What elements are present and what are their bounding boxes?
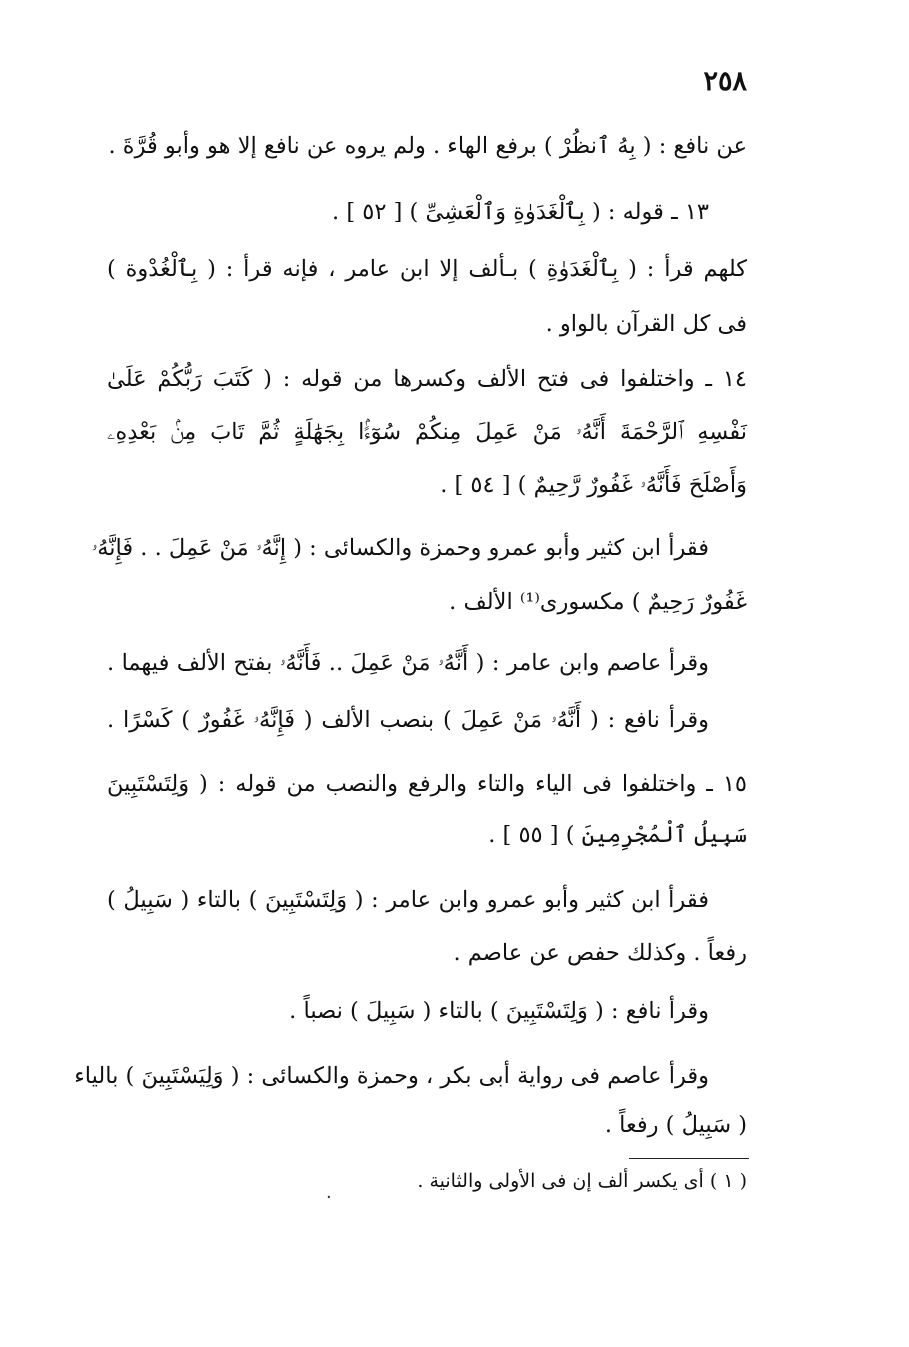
text-line: وَأَصْلَحَ فَأَنَّهُۥ غَفُورٌ رَّحِيمٌ ) [ ٥٤ ] . — [440, 472, 747, 498]
footnote: ( ١ ) أى يكسر ألف إن فى الأولى والثانية . — [417, 1170, 747, 1192]
text-line: وقرأ عاصم وابن عامر : ( أَنَّهُۥ مَنْ عَمِلَ .. فَأَنَّهُۥ بفتح الألف فيهما . — [107, 650, 709, 676]
text-line: غَفُورٌ رَحِيمٌ ) مكسورى⁽¹⁾ الألف . — [449, 589, 747, 615]
text-line: كلهم قرأ : ( بِٱلْغَدَوٰةِ ) بـألف إلا ابن عامر ، فإنه قرأ : ( بِٱلْغُدْوة ) — [107, 256, 747, 282]
page-number: ٢٥٨ — [703, 66, 747, 97]
text-line: وقرأ نافع : ( أَنَّهُۥ مَنْ عَمِلَ ) بنصب الألف ( فَإِنَّهُۥ غَفُورٌ ) كَسْرًا . — [107, 707, 709, 733]
text-line: فقرأ ابن كثير وأبو عمرو وابن عامر : ( وَلِتَسْتَبِينَ ) بالتاء ( سَبِيلُ ) — [107, 887, 709, 913]
text-line: ١٥ ـ واختلفوا فى الياء والتاء والرفع والنصب من قوله : ( وَلِتَسْتَبِينَ — [107, 771, 747, 797]
text-line: وقرأ نافع : ( وَلِتَسْتَبِينَ ) بالتاء ( سَبِيلَ ) نصباً . — [289, 998, 709, 1024]
text-line: نَفْسِهِ ٱلرَّحْمَةَ أَنَّهُۥ مَنْ عَمِلَ مِنكُمْ سُوٓءًۢا بِجَهَٰلَةٍ ثُمَّ تَابَ مِنۢ بَعْدِهِۦ — [107, 419, 747, 445]
text-line: سَبِيلُ ٱلْمُجْرِمِينَ ) [ ٥٥ ] . — [488, 822, 747, 848]
text-line: عن نافع : ( بِهُ ٱنظُرْ ) برفع الهاء . ولم يروه عن نافع إلا هو وأبو قُرَّةَ . — [108, 133, 747, 159]
text-line: وقرأ عاصم فى رواية أبى بكر ، وحمزة والكسائى : ( وَلِيَسْتَبِينَ ) بالياء — [74, 1063, 709, 1089]
text-line: رفعاً . وكذلك حفص عن عاصم . — [453, 940, 747, 966]
text-line: فقرأ ابن كثير وأبو عمرو وحمزة والكسائى : ( إِنَّهُۥ مَنْ عَمِلَ . . فَإِنَّهُۥ — [91, 535, 709, 561]
text-line: ١٣ ـ قوله : ( بِٱلْغَدَوٰةِ وَٱلْعَشِىِّ ) [ ٥٢ ] . — [332, 199, 709, 225]
text-line: ( سَبِيلُ ) رفعاً . — [604, 1112, 747, 1138]
text-line: فى كل القرآن بالواو . — [545, 311, 747, 337]
text-line: ١٤ ـ واختلفوا فى فتح الألف وكسرها من قوله : ( كَتَبَ رَبُّكُمْ عَلَىٰ — [107, 366, 747, 392]
stray-mark: ٠ — [324, 1186, 334, 1207]
footnote-divider — [629, 1158, 749, 1159]
